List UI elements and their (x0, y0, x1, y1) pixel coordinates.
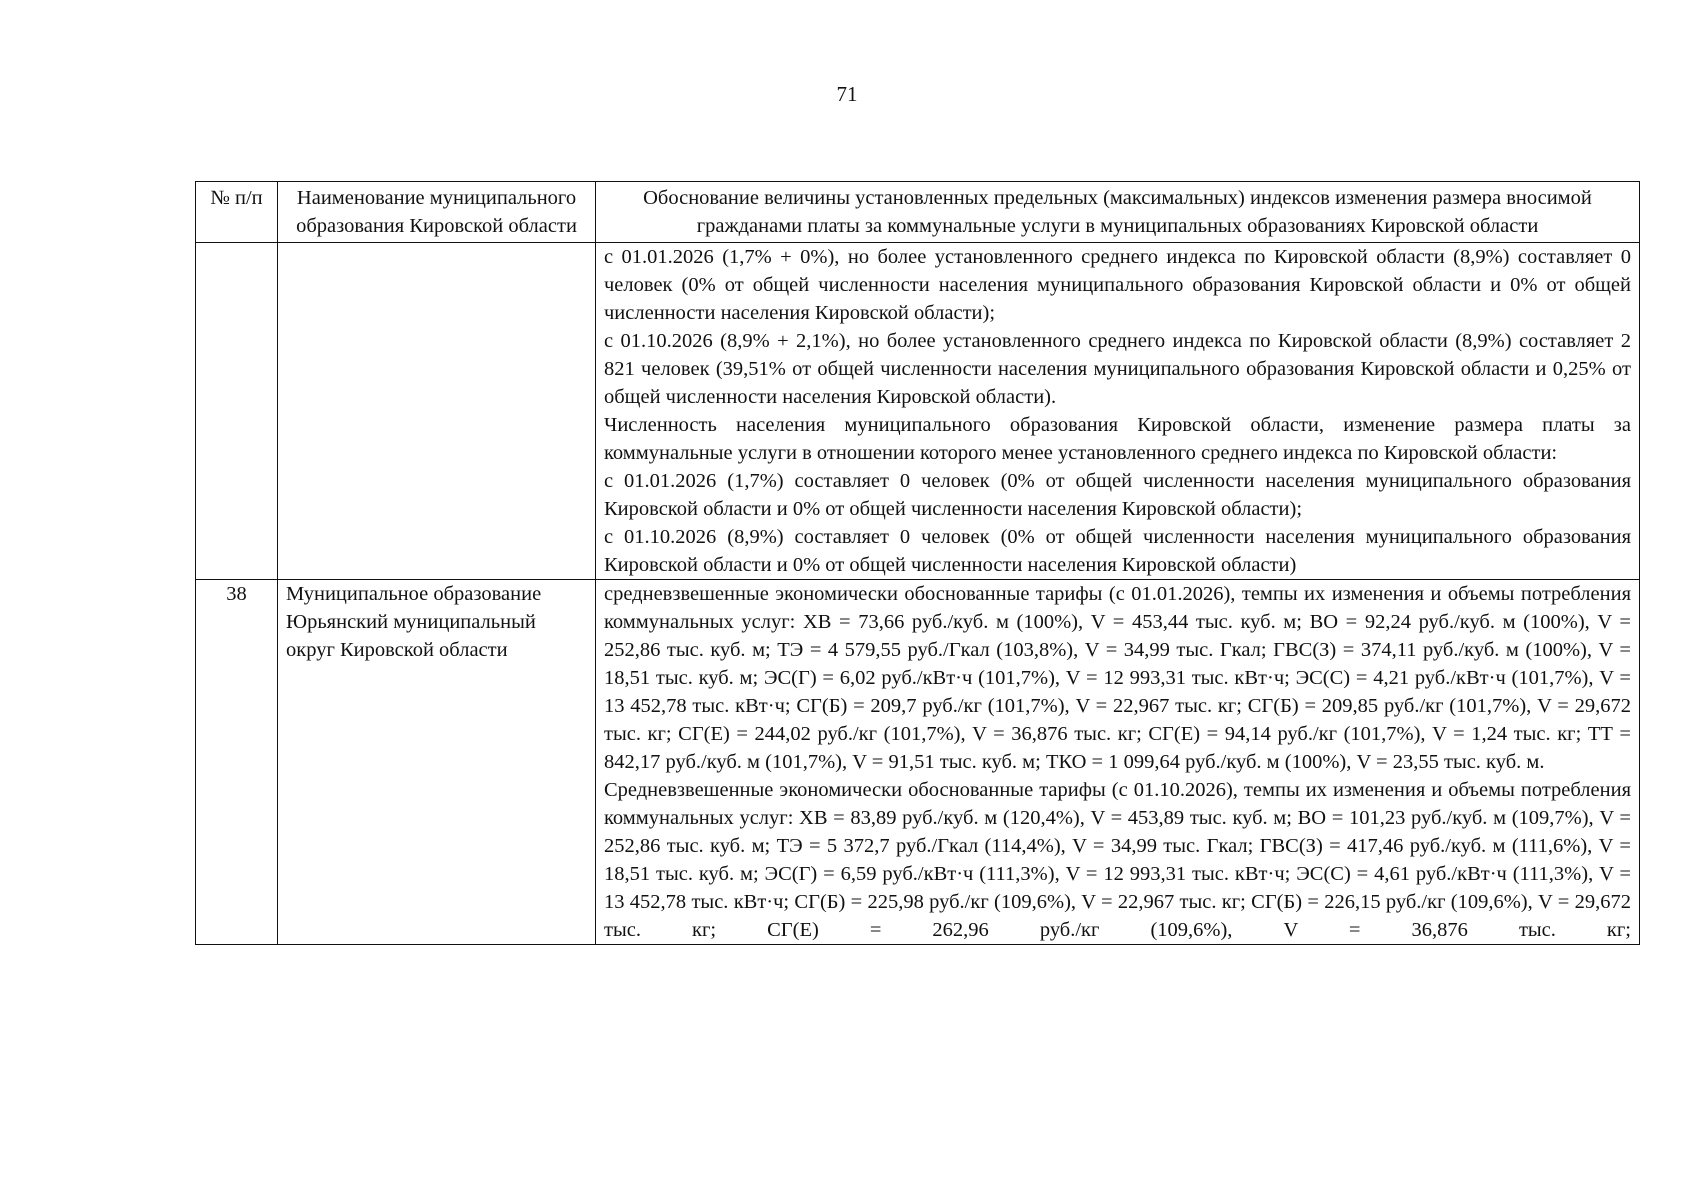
justification-paragraph: с 01.10.2026 (8,9%) составляет 0 человек (0% от общей численности населения муниципального образования Кировской области и 0% от общей численности населения Кировской области) (604, 526, 1631, 576)
tariff-justification-table (195, 181, 1640, 945)
justification-paragraph: Средневзвешенные экономически обоснованные тарифы (с 01.10.2026), темпы их изменения и объемы потребления коммунальных услуг: ХВ = 83,89 руб./куб. м (120,4%), V = 453,89 тыс. куб. м; ВО = 101,23 руб./куб. м (109,7%), V = 252,86 тыс. куб. м; ТЭ = 5 372,7 руб./Гкал (114,4%), V = 34,99 тыс. Гкал; ГВС(З) = 417,46 руб./куб. м (111,6%), V = 18,51 тыс. куб. м; ЭС(Г) = 6,59 руб./кВт·ч (111,3%), V = 12 993,31 тыс. кВт·ч; ЭС(С) = 4,61 руб./кВт·ч (111,3%), V = 13 452,78 тыс. кВт·ч; СГ(Б) = 225,98 руб./кг (109,6%), V = 22,967 тыс. кг; СГ(Б) = 226,15 руб./кг (109,6%), V = 29,672 тыс. кг; СГ(Е) = 262,96 руб./кг (109,6%), V = 36,876 тыс. кг; (604, 779, 1631, 941)
justification-paragraph: с 01.01.2026 (1,7% + 0%), но более установленного среднего индекса по Кировской области (8,9%) составляет 0 человек (0% от общей численности населения муниципального образования Кировской области и 0% от общей численности населения Кировской области); (604, 246, 1631, 324)
justification-cell (596, 243, 1640, 580)
table-body (196, 243, 1640, 945)
justification-paragraph: средневзвешенные экономически обоснованные тарифы (с 01.01.2026), темпы их изменения и объемы потребления коммунальных услуг: ХВ = 73,66 руб./куб. м (100%), V = 453,44 тыс. куб. м; ВО = 92,24 руб./куб. м (100%), V = 252,86 тыс. куб. м; ТЭ = 4 579,55 руб./Гкал (103,8%), V = 34,99 тыс. Гкал; ГВС(З) = 374,11 руб./куб. м (100%), V = 18,51 тыс. куб. м; ЭС(Г) = 6,02 руб./кВт·ч (101,7%), V = 12 993,31 тыс. кВт·ч; ЭС(С) = 4,21 руб./кВт·ч (101,7%), V = 13 452,78 тыс. кВт·ч; СГ(Б) = 209,7 руб./кг (101,7%), V = 22,967 тыс. кг; СГ(Б) = 209,85 руб./кг (101,7%), V = 29,672 тыс. кг; СГ(Е) = 244,02 руб./кг (101,7%), V = 36,876 тыс. кг; СГ(Е) = 94,14 руб./кг (101,7%), V = 1,24 тыс. кг; ТТ = 842,17 руб./куб. м (101,7%), V = 91,51 тыс. куб. м; ТКО = 1 099,64 руб./куб. м (100%), V = 23,55 тыс. куб. м. (604, 583, 1631, 773)
table-header (196, 182, 1640, 243)
header-number: № п/п (196, 182, 278, 243)
municipality-name (278, 243, 596, 580)
row-number: 38 (196, 580, 278, 945)
justification-cell (596, 580, 1640, 945)
municipality-name: Муниципальное образование Юрьянский муниципальный округ Кировской области (278, 580, 596, 945)
header-justification: Обоснование величины установленных предельных (максимальных) индексов изменения размера вносимой гражданами платы за коммунальные услуги в муниципальных образованиях Кировской области (596, 182, 1640, 243)
page-number: 71 (836, 82, 858, 106)
table-row (196, 243, 1640, 580)
justification-paragraph: с 01.01.2026 (1,7%) составляет 0 человек (0% от общей численности населения муниципального образования Кировской области и 0% от общей численности населения Кировской области); (604, 470, 1631, 520)
justification-paragraph: Численность населения муниципального образования Кировской области, изменение размера платы за коммунальные услуги в отношении которого менее установленного среднего индекса по Кировской области: (604, 414, 1631, 464)
header-municipality: Наименование муниципального образования Кировской области (278, 182, 596, 243)
justification-paragraph: с 01.10.2026 (8,9% + 2,1%), но более установленного среднего индекса по Кировской области (8,9%) составляет 2 821 человек (39,51% от общей численности населения муниципального образования Кировской области и 0,25% от общей численности населения Кировской области). (604, 330, 1631, 408)
table-row (196, 580, 1640, 945)
row-number (196, 243, 278, 580)
header-row (196, 182, 1640, 243)
